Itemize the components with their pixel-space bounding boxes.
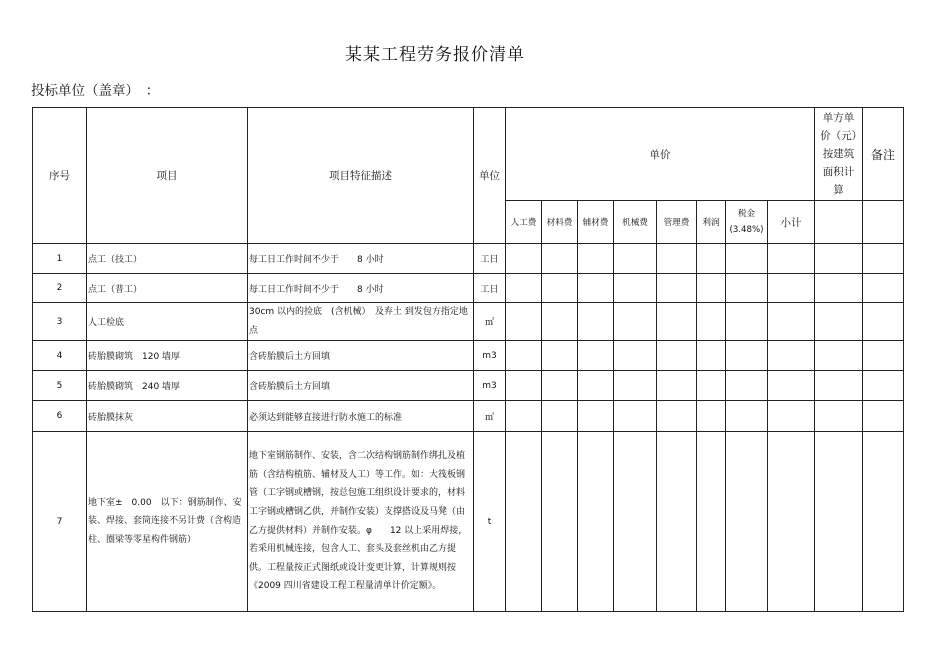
row-unit: ㎡ xyxy=(474,303,506,341)
row-no: 3 xyxy=(33,303,87,341)
table-row xyxy=(33,303,904,341)
row-no: 4 xyxy=(33,341,87,371)
row-item: 砖胎膜抹灰 xyxy=(87,401,248,432)
row-item: 点工（普工） xyxy=(87,274,248,303)
row-item: 地下室± 0.00 以下：钢筋制作、安装、焊接、套筒连接不另计费（含构造柱、圈梁等零星构件钢筋） xyxy=(87,432,248,612)
row-desc: 30cm 以内的捡底 (含机械） 及弃土 到发包方指定地点 xyxy=(248,303,474,341)
row-item: 人工检底 xyxy=(87,303,248,341)
table-row xyxy=(33,244,904,274)
row-desc: 每工日工作时间不少于 8 小时 xyxy=(248,244,474,274)
row-desc: 必须达到能够直接进行防水施工的标准 xyxy=(248,401,474,432)
row-item: 砖胎膜砌筑 120 墙厚 xyxy=(87,341,248,371)
table-row xyxy=(33,401,904,432)
row-item: 点工（技工） xyxy=(87,244,248,274)
header-unit: 单位 xyxy=(474,108,506,244)
row-no: 6 xyxy=(33,401,87,432)
header-profit: 利润 xyxy=(697,201,726,244)
table-row xyxy=(33,371,904,401)
row-unit: 工日 xyxy=(474,274,506,303)
row-desc: 含砖胎膜后土方回填 xyxy=(248,371,474,401)
header-management: 管理费 xyxy=(657,201,697,244)
row-unit: m3 xyxy=(474,341,506,371)
row-no: 2 xyxy=(33,274,87,303)
header-desc: 项目特征描述 xyxy=(248,108,474,244)
document-title: 某某工程劳务报价清单 xyxy=(345,45,525,65)
row-no: 7 xyxy=(33,432,87,612)
row-unit: 工日 xyxy=(474,244,506,274)
header-unit-price: 单价 xyxy=(506,108,815,201)
row-unit: ㎡ xyxy=(474,401,506,432)
header-remark: 备注 xyxy=(863,108,904,201)
header-remark-blank xyxy=(863,201,904,244)
header-machinery: 机械费 xyxy=(614,201,657,244)
header-tax: 税金 (3.48%) xyxy=(726,201,768,244)
header-per-sqm-blank xyxy=(815,201,863,244)
table-row xyxy=(33,274,904,303)
header-labor: 人工费 xyxy=(506,201,542,244)
table-row xyxy=(33,341,904,371)
header-aux-material: 辅材费 xyxy=(578,201,614,244)
header-subtotal: 小计 xyxy=(768,201,815,244)
bidder-label: 投标单位（盖章） ： xyxy=(31,83,160,99)
quotation-table xyxy=(32,107,904,612)
row-desc: 每工日工作时间不少于 8 小时 xyxy=(248,274,474,303)
header-seq: 序号 xyxy=(33,108,87,244)
row-desc: 含砖胎膜后土方回填 xyxy=(248,341,474,371)
header-item: 项目 xyxy=(87,108,248,244)
row-desc: 地下室钢筋制作、安装，含二次结构钢筋制作绑扎及植筋（含结构植筋、辅材及人工）等工作。如：大筏板钢管（工字钢或槽钢，按总包施工组织设计要求的，材料工字钢或槽钢乙供，并制作安装）支撑搭设及马凳（由乙方提供材料）并制作安装。φ 12 以上采用焊接，若采用机械连接，包含人工、套头及套丝机由乙方提供。工程量按正式图纸或设计变更计算，计算规则按 《2009 四川省建设工程工程量清单计价定额》。 xyxy=(248,432,474,612)
row-unit: t xyxy=(474,432,506,612)
row-no: 1 xyxy=(33,244,87,274)
header-material: 材料费 xyxy=(542,201,578,244)
row-unit: m3 xyxy=(474,371,506,401)
table-row xyxy=(33,432,904,612)
header-per-sqm: 单方单价（元）按建筑面积计算 xyxy=(815,108,863,201)
row-no: 5 xyxy=(33,371,87,401)
row-item: 砖胎膜砌筑 240 墙厚 xyxy=(87,371,248,401)
